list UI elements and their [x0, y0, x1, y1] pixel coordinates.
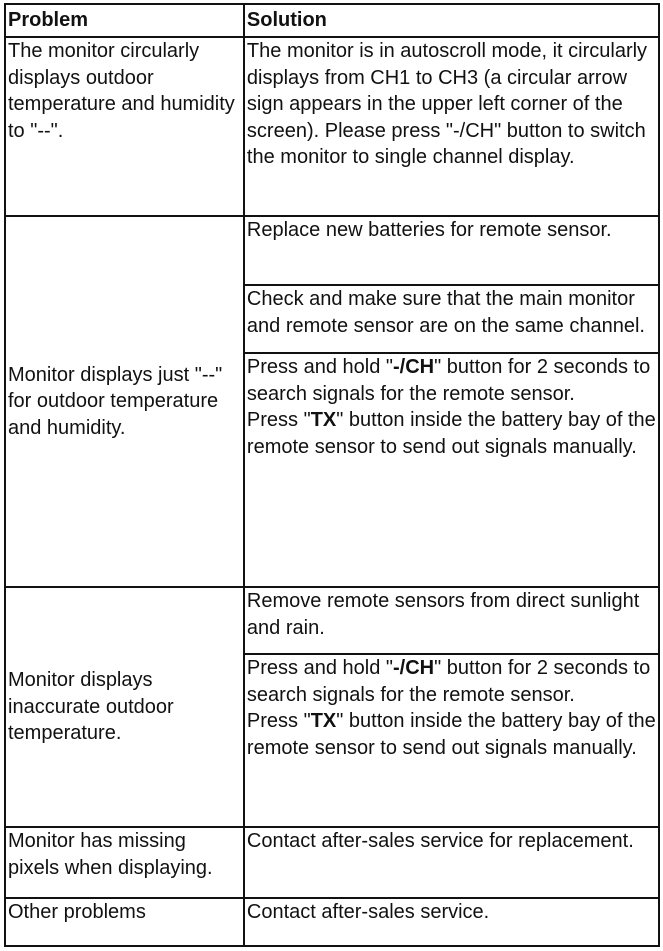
table-row [5, 587, 659, 654]
solution-cell: Remove remote sensors from direct sunlight and rain. [244, 587, 659, 654]
solution-cell: Replace new batteries for remote sensor. [244, 216, 659, 285]
problem-cell: Monitor displays inaccurate outdoor temperature. [5, 587, 244, 827]
table-header-row [5, 4, 659, 37]
solution-cell: Contact after-sales service. [244, 898, 659, 946]
text: Press " [246, 409, 311, 431]
problem-cell: Monitor displays just "--" for outdoor temperature and humidity. [5, 216, 244, 587]
table-row [5, 898, 659, 946]
header-solution: Solution [244, 4, 659, 37]
text: " button inside the battery bay of the remote sensor to send out signals manually. [246, 710, 656, 759]
ch-button-name: -/CH [393, 356, 435, 378]
solution-cell: The monitor is in autoscroll mode, it circularly displays from CH1 to CH3 (a circular arrow sign appears in the upper left corner of the screen). Please press "-/CH" button to switch the monitor to single channel display. [244, 37, 659, 216]
text: Press and hold " [246, 657, 393, 679]
solution-cell [244, 353, 659, 587]
problem-cell: Other problems [5, 898, 244, 946]
tx-button-name: TX [310, 409, 337, 431]
problem-cell: Monitor has missing pixels when displaying. [5, 827, 244, 898]
solution-cell: Check and make sure that the main monitor and remote sensor are on the same channel. [244, 285, 659, 353]
solution-cell [244, 654, 659, 827]
table-row [5, 827, 659, 898]
troubleshooting-table [4, 3, 660, 947]
header-problem: Problem [5, 4, 244, 37]
ch-button-name: -/CH [393, 657, 435, 679]
text: Press " [246, 710, 311, 732]
text: " button for 2 seconds to search signals for the remote sensor. [246, 356, 651, 405]
table-row [5, 37, 659, 216]
table-row [5, 216, 659, 285]
text: Press and hold " [246, 356, 393, 378]
problem-cell: The monitor circularly displays outdoor temperature and humidity to "--". [5, 37, 244, 216]
text: " button for 2 seconds to search signals for the remote sensor. [246, 657, 651, 706]
solution-cell: Contact after-sales service for replacement. [244, 827, 659, 898]
tx-button-name: TX [310, 710, 337, 732]
text: " button inside the battery bay of the remote sensor to send out signals manually. [246, 409, 656, 458]
